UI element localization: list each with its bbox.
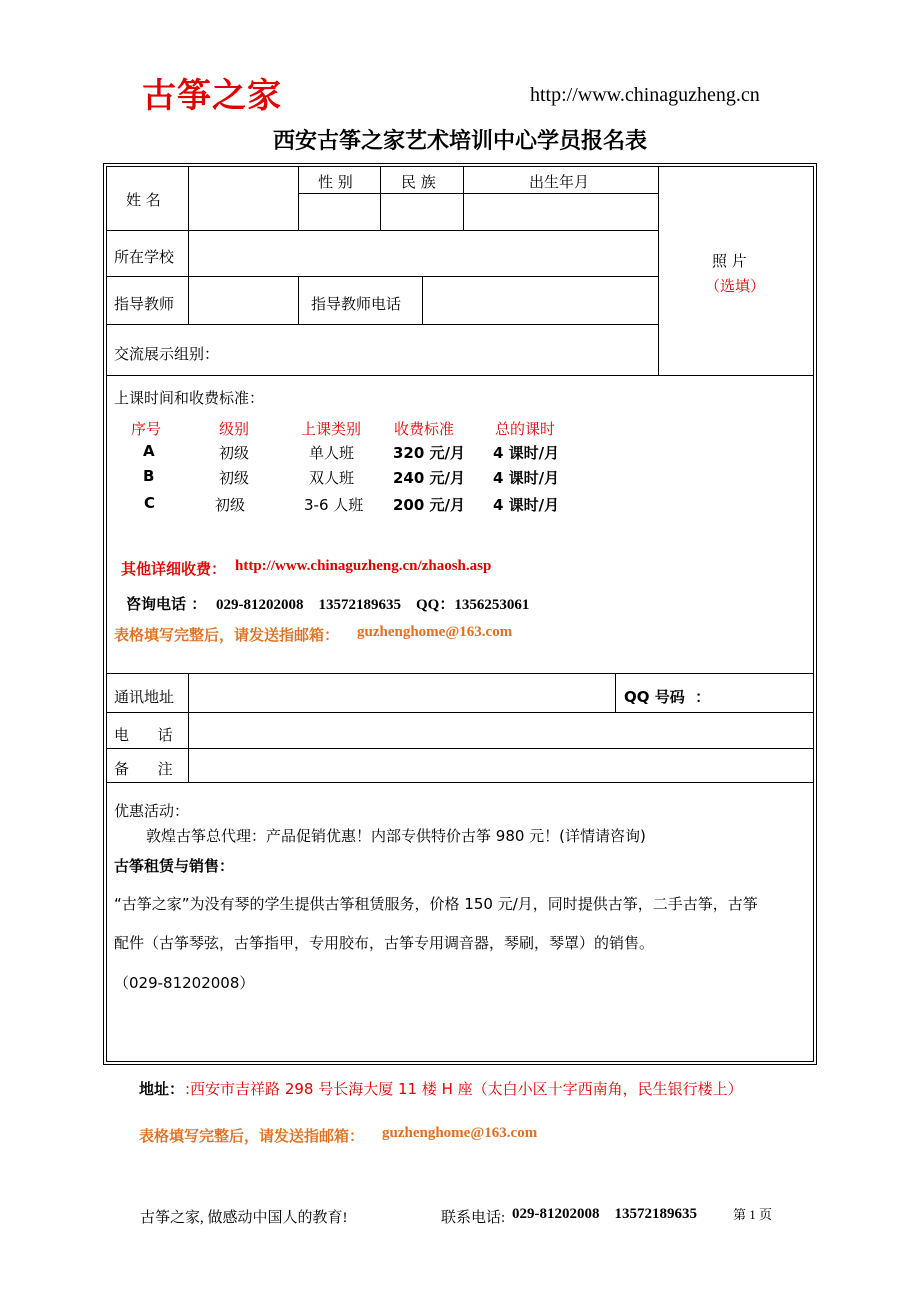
brand-logo: 古筝之家 [142, 76, 282, 116]
photo-note: （选填） [705, 277, 766, 295]
below-email-note: 表格填写完整后，请发送指邮箱： [139, 1127, 365, 1145]
grid-line [298, 276, 299, 324]
gender-field[interactable] [299, 194, 379, 229]
fee-row-level: 初级 [219, 444, 250, 462]
page-title: 西安古筝之家艺术培训中心学员报名表 [272, 129, 647, 154]
email-link[interactable]: guzhenghome@163.com [357, 624, 513, 640]
promo-heading: 优惠活动： [114, 802, 190, 820]
fee-row-price: 320 元/月 [393, 444, 466, 462]
fee-col-price: 收费标准 [394, 420, 455, 438]
ethnicity-label: 民 族 [401, 173, 436, 191]
promo-text: 敦煌古筝总代理：产品促销优惠！内部专供特价古筝 980 元！(详情请咨询) [146, 827, 646, 845]
fee-row-level: 初级 [219, 469, 250, 487]
grid-line [106, 324, 658, 325]
fee-row-price: 240 元/月 [393, 469, 466, 487]
birth-label: 出生年月 [529, 173, 590, 191]
grid-line [106, 782, 814, 783]
footer-phone-label: 联系电话: [441, 1210, 506, 1226]
qq-label: QQ 号码 ： [624, 688, 711, 706]
below-address: :西安市吉祥路 298 号长海大厦 11 楼 H 座（太白小区十字西南角，民生银行楼上） [185, 1080, 743, 1098]
phone-field[interactable] [189, 713, 813, 747]
fee-col-index: 序号 [131, 420, 162, 438]
remark-field[interactable] [189, 749, 813, 781]
teacher-phone-field[interactable] [423, 277, 657, 323]
name-label: 姓 名 [126, 191, 161, 209]
group-label: 交流展示组别： [114, 345, 220, 363]
rental-text-2: 配件（古筝琴弦，古筝指甲，专用胶布，古筝专用调音器，琴刷，琴罩）的销售。 [114, 934, 655, 952]
teacher-field[interactable] [189, 277, 297, 323]
fee-row-hours: 4 课时/月 [493, 444, 560, 462]
address-label: 通讯地址 [114, 688, 175, 706]
phone-label: 电 话 [114, 726, 173, 744]
fee-row-index: B [143, 467, 155, 485]
fee-row-index: A [143, 442, 155, 460]
below-email-link[interactable]: guzhenghome@163.com [382, 1125, 538, 1141]
email-note: 表格填写完整后，请发送指邮箱： [114, 626, 340, 644]
address-field[interactable] [189, 674, 614, 711]
other-fees-link[interactable]: http://www.chinaguzheng.cn/zhaosh.asp [235, 558, 492, 574]
footer-slogan: 古筝之家, 做感动中国人的教育! [140, 1210, 348, 1226]
school-field[interactable] [189, 231, 657, 275]
ethnicity-field[interactable] [381, 194, 462, 229]
rental-phone: （029-81202008） [114, 974, 255, 992]
fee-row-index: C [144, 494, 156, 512]
fee-row-hours: 4 课时/月 [493, 469, 560, 487]
fee-row-level: 初级 [215, 496, 246, 514]
contact-label: 咨询电话 ： [126, 595, 207, 613]
photo-label: 照 片 [712, 252, 747, 270]
remark-label: 备 注 [114, 760, 173, 778]
fee-col-level: 级别 [219, 420, 250, 438]
rental-heading: 古筝租赁与销售： [114, 857, 235, 875]
teacher-phone-label: 指导教师电话 [311, 295, 402, 313]
footer-page: 第 1 页 [733, 1207, 773, 1222]
school-label: 所在学校 [114, 248, 175, 266]
fee-col-type: 上课类别 [301, 420, 362, 438]
teacher-label: 指导教师 [114, 295, 175, 313]
fee-col-hours: 总的课时 [495, 420, 556, 438]
below-address-label: 地址： [139, 1080, 185, 1098]
grid-line [615, 673, 616, 712]
contact-numbers: 029-81202008 13572189635 QQ：1356253061 [216, 597, 530, 613]
fee-row-type: 双人班 [309, 469, 355, 487]
rental-text-1: “古筝之家”为没有琴的学生提供古筝租赁服务，价格 150 元/月，同时提供古筝，二手古筝，古筝 [114, 895, 758, 913]
fee-row-type: 3-6 人班 [304, 496, 364, 514]
fee-row-type: 单人班 [309, 444, 355, 462]
other-fees-label: 其他详细收费： [121, 560, 227, 578]
grid-line [658, 166, 659, 375]
birth-field[interactable] [464, 194, 657, 229]
site-url[interactable]: http://www.chinaguzheng.cn [530, 84, 760, 106]
gender-label: 性 别 [318, 173, 353, 191]
name-field[interactable] [189, 167, 297, 229]
fee-row-hours: 4 课时/月 [493, 496, 560, 514]
footer-phones: 029-81202008 13572189635 [512, 1206, 697, 1222]
fees-heading: 上课时间和收费标准： [114, 389, 265, 407]
grid-line [106, 375, 814, 376]
fee-row-price: 200 元/月 [393, 496, 466, 514]
